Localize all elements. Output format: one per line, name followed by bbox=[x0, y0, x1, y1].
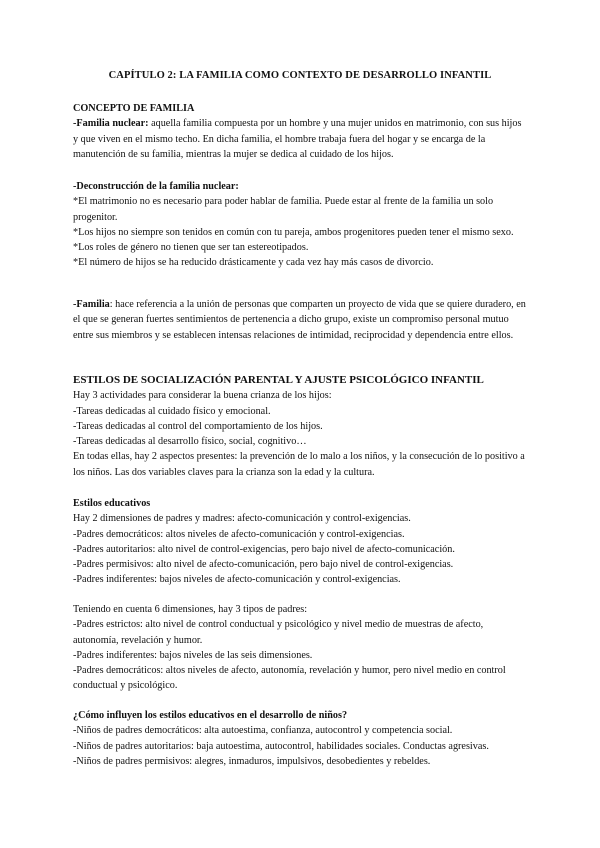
term-text: aquella familia compuesta por un hombre y una mujer unidos en matrimonio, con sus hijos y que viven en el mismo techo. En dicha familia, el hombre trabaja fuera del hogar y se encarga de la manutención de su familia, mientras la mujer se dedica al cuidado de los hijos. bbox=[73, 118, 522, 160]
list-item: -Padres democráticos: altos niveles de afecto-comunicación y control-exigencias. bbox=[73, 528, 405, 540]
list-item: -Niños de padres democráticos: alta autoestima, confianza, autocontrol y competencia social. bbox=[73, 725, 453, 737]
term-text: : hace referencia a la unión de personas que comparten un proyecto de vida que se quiere duradero, en el que se generan fuertes sentimientos de pertenencia a dicho grupo, existe un compromiso personal mutuo entre sus miembros y se establecen intensas relaciones de intimidad, reciprocidad y dependencia entre ellos. bbox=[73, 299, 526, 341]
list-item: -Niños de padres permisivos: alegres, inmaduros, impulsivos, desobedientes y rebeldes. bbox=[73, 755, 431, 767]
paragraph-closing: En todas ellas, hay 2 aspectos presentes: la prevención de lo malo a los niños, y la consecución de lo positivo a los niños. Las dos variables claves para la crianza son la edad y la cultura. bbox=[73, 451, 525, 478]
list-item: -Niños de padres autoritarios: baja autoestima, autocontrol, habilidades sociales. Conductas agresivas. bbox=[73, 740, 489, 752]
paragraph-familia bbox=[73, 297, 528, 343]
paragraph-intro: Hay 3 actividades para considerar la buena crianza de los hijos: bbox=[73, 390, 332, 402]
section-estilos-educativos bbox=[73, 496, 528, 588]
subsection-heading: ¿Cómo influyen los estilos educativos en el desarrollo de niños? bbox=[73, 710, 348, 721]
subsection-heading: -Deconstrucción de la familia nuclear: bbox=[73, 181, 239, 192]
list-item: -Padres indiferentes: bajos niveles de afecto-comunicación y control-exigencias. bbox=[73, 574, 401, 586]
section-concepto bbox=[73, 101, 528, 162]
list-item: -Padres permisivos: alto nivel de afecto-comunicación, pero bajo nivel de control-exigencias. bbox=[73, 559, 454, 571]
paragraph-intro: Teniendo en cuenta 6 dimensiones, hay 3 tipos de padres: bbox=[73, 604, 308, 615]
list-item: *El matrimonio no es necesario para poder hablar de familia. Puede estar al frente de la familia un solo progenitor. bbox=[73, 196, 494, 223]
list-item: *El número de hijos se ha reducido drásticamente y cada vez hay más casos de divorcio. bbox=[73, 257, 434, 269]
list-item: -Tareas dedicadas al cuidado físico y emocional. bbox=[73, 405, 271, 417]
section-familia bbox=[73, 297, 528, 343]
term-label: -Familia bbox=[73, 299, 110, 310]
subsection-heading: Estilos educativos bbox=[73, 498, 151, 509]
paragraph-familia-nuclear bbox=[73, 116, 528, 162]
paragraph-intro: Hay 2 dimensiones de padres y madres: afecto-comunicación y control-exigencias. bbox=[73, 513, 411, 525]
section-heading: ESTILOS DE SOCIALIZACIÓN PARENTAL Y AJUSTE PSICOLÓGICO INFANTIL bbox=[73, 374, 484, 386]
section-seis-dimensiones bbox=[73, 602, 528, 694]
section-deconstruccion bbox=[73, 179, 528, 271]
section-influencia bbox=[73, 708, 528, 769]
list-item: -Tareas dedicadas al desarrollo físico, social, cognitivo… bbox=[73, 436, 307, 448]
list-item: -Padres democráticos: altos niveles de afecto, autonomía, revelación y humor, pero nivel medio en control conductual y psicológico. bbox=[73, 665, 506, 692]
section-heading: CONCEPTO DE FAMILIA bbox=[73, 103, 195, 114]
list-item: -Tareas dedicadas al control del comportamiento de los hijos. bbox=[73, 420, 323, 432]
term-label: -Familia nuclear: bbox=[73, 118, 149, 130]
list-item: -Padres estrictos: alto nivel de control conductual y psicológico y nivel medio de muestras de afecto, autonomía, revelación y humor. bbox=[73, 619, 484, 646]
list-item: *Los hijos no siempre son tenidos en común con tu pareja, ambos progenitores pueden tener el mismo sexo. bbox=[73, 226, 514, 238]
list-item: -Padres autoritarios: alto nivel de control-exigencias, pero bajo nivel de afecto-comunicación. bbox=[73, 543, 455, 555]
section-estilos-socializacion bbox=[73, 373, 528, 480]
list-item: -Padres indiferentes: bajos niveles de las seis dimensiones. bbox=[73, 649, 313, 661]
chapter-title: CAPÍTULO 2: LA FAMILIA COMO CONTEXTO DE DESARROLLO INFANTIL bbox=[108, 70, 492, 81]
list-item: *Los roles de género no tienen que ser tan estereotipados. bbox=[73, 242, 309, 254]
